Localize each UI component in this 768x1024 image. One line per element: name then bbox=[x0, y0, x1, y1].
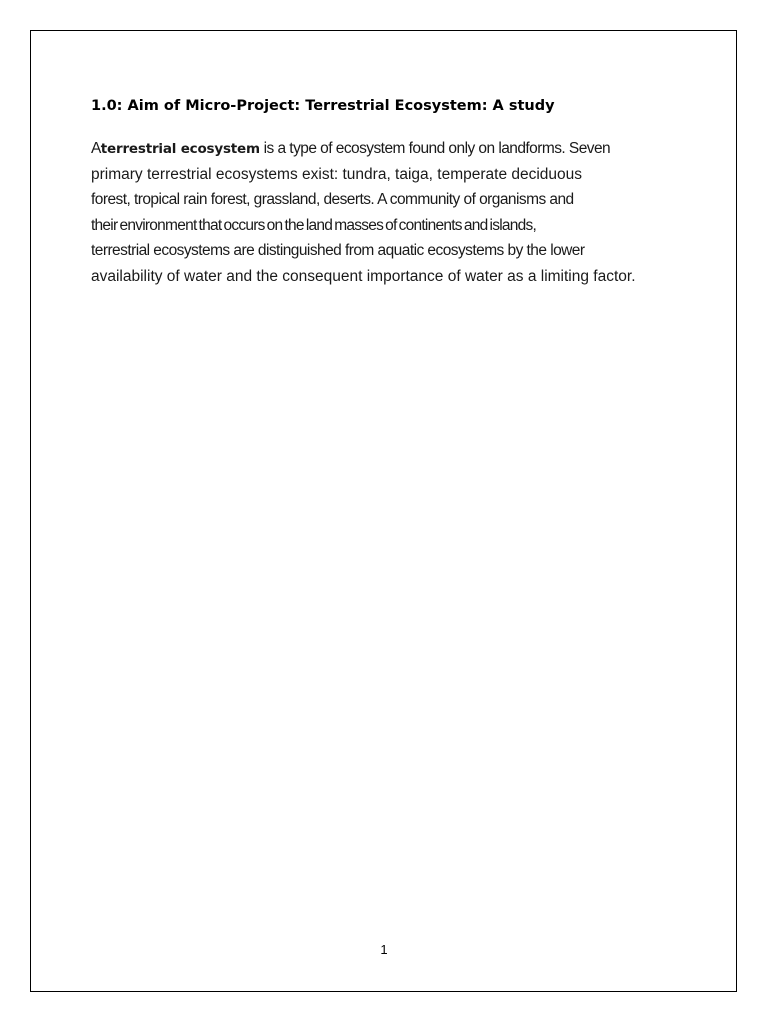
body-paragraph bbox=[91, 136, 721, 289]
paragraph-line-3: forest, tropical rain forest, grassland, deserts. A community of organisms and bbox=[91, 191, 574, 208]
bold-term: terrestrial ecosystem bbox=[100, 141, 260, 157]
paragraph-line-5: terrestrial ecosystems are distinguished from aquatic ecosystems by the lower bbox=[91, 242, 585, 259]
page-number: 1 bbox=[380, 942, 388, 957]
paragraph-line-1-rest: is a type of ecosystem found only on landforms. Seven bbox=[259, 140, 611, 157]
paragraph-line-1-prefix: A bbox=[91, 140, 101, 157]
paragraph-line-4: their environment that occurs on the land masses of continents and islands, bbox=[91, 216, 537, 234]
paragraph-line-6: availability of water and the consequent importance of water as a limiting factor. bbox=[91, 267, 636, 285]
paragraph-line-2: primary terrestrial ecosystems exist: tundra, taiga, temperate deciduous bbox=[91, 165, 583, 183]
paragraph-line-1 bbox=[91, 136, 721, 162]
section-heading: 1.0: Aim of Micro-Project: Terrestrial Ecosystem: A study bbox=[91, 98, 555, 114]
